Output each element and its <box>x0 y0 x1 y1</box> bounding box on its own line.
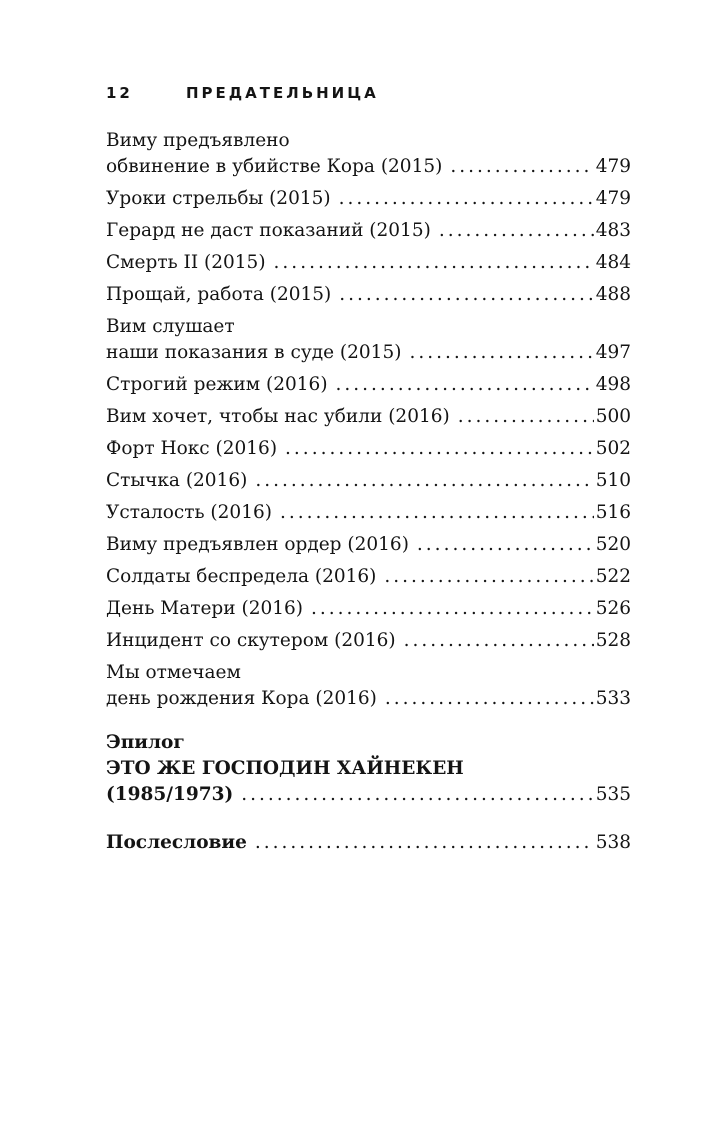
toc-entry <box>106 250 631 276</box>
toc-entry-page: 516 <box>595 502 631 523</box>
table-of-contents <box>106 128 631 862</box>
toc-entry-title: Инцидент со скутером (2016) <box>106 630 396 651</box>
epilogue-heading: ЭТО ЖЕ ГОСПОДИН ХАЙНЕКЕН <box>106 758 464 779</box>
toc-entry-title: Смерть II (2015) <box>106 252 266 273</box>
toc-entry <box>106 436 631 462</box>
toc-entry-title-line1: Мы отмечаем <box>106 662 241 683</box>
toc-entry-title: Форт Нокс (2016) <box>106 438 278 459</box>
dot-leader <box>450 154 593 180</box>
toc-entry-page: 479 <box>595 188 631 209</box>
toc-entry-title: Герард не даст показаний (2015) <box>106 220 431 241</box>
toc-entry <box>106 660 631 712</box>
toc-entry-title: наши показания в суде (2015) <box>106 342 402 363</box>
dot-leader <box>274 250 594 276</box>
toc-entry-title: День Матери (2016) <box>106 598 303 619</box>
toc-entry <box>106 314 631 366</box>
toc-entry-page: 488 <box>595 284 631 305</box>
toc-entry-title: Вим хочет, чтобы нас убили (2016) <box>106 406 450 427</box>
toc-entry-page: 500 <box>595 406 631 427</box>
toc-entry-title: Солдаты беспредела (2016) <box>106 566 377 587</box>
toc-entry-page: 520 <box>595 534 631 555</box>
dot-leader <box>417 532 594 558</box>
toc-entry-title: день рождения Кора (2016) <box>106 688 377 709</box>
toc-entry <box>106 500 631 526</box>
dot-leader <box>311 596 594 622</box>
toc-entry-title: Уроки стрельбы (2015) <box>106 188 331 209</box>
toc-entry-page: 479 <box>595 156 631 177</box>
toc-entry-title: Прощай, работа (2015) <box>106 284 332 305</box>
page-number: 12 <box>106 84 133 102</box>
toc-entry-page: 538 <box>595 832 631 853</box>
dot-leader <box>336 372 594 398</box>
toc-entry-page: 533 <box>595 688 631 709</box>
toc-entry-title: Строгий режим (2016) <box>106 374 328 395</box>
toc-entry <box>106 372 631 398</box>
dot-leader <box>339 282 593 308</box>
dot-leader <box>255 830 594 856</box>
dot-leader <box>241 782 593 808</box>
toc-entry <box>106 564 631 590</box>
toc-entry-title-line1: Виму предъявлено <box>106 130 290 151</box>
toc-entry <box>106 186 631 212</box>
toc-entry <box>106 282 631 308</box>
toc-entry-epilogue <box>106 730 631 808</box>
dot-leader <box>458 404 594 430</box>
dot-leader <box>255 468 593 494</box>
toc-entry-page: 484 <box>595 252 631 273</box>
toc-entry-page: 502 <box>595 438 631 459</box>
toc-entry-title: Усталость (2016) <box>106 502 272 523</box>
toc-entry-title: Стычка (2016) <box>106 470 248 491</box>
toc-entry-page: 522 <box>595 566 631 587</box>
toc-entry-title: (1985/1973) <box>106 784 234 805</box>
toc-entry-page: 528 <box>595 630 631 651</box>
dot-leader <box>285 436 594 462</box>
toc-entry-title: обвинение в убийстве Кора (2015) <box>106 156 443 177</box>
toc-entry <box>106 596 631 622</box>
epilogue-label: Эпилог <box>106 732 185 753</box>
toc-entry-title: Послесловие <box>106 832 247 853</box>
toc-entry-page: 497 <box>595 342 631 363</box>
dot-leader <box>280 500 594 526</box>
toc-entry <box>106 218 631 244</box>
dot-leader <box>385 686 594 712</box>
toc-entry-page: 498 <box>595 374 631 395</box>
toc-entry-page: 535 <box>595 784 631 805</box>
dot-leader <box>404 628 594 654</box>
dot-leader <box>339 186 594 212</box>
dot-leader <box>384 564 593 590</box>
toc-entry-page: 510 <box>595 470 631 491</box>
toc-entry <box>106 628 631 654</box>
toc-entry-title: Виму предъявлен ордер (2016) <box>106 534 409 555</box>
running-title: ПРЕДАТЕЛЬНИЦА <box>186 84 379 102</box>
toc-entry <box>106 128 631 180</box>
dot-leader <box>409 340 593 366</box>
toc-entry <box>106 532 631 558</box>
toc-entry-title-line1: Вим слушает <box>106 316 235 337</box>
toc-entry <box>106 468 631 494</box>
toc-entry <box>106 404 631 430</box>
toc-entry-page: 483 <box>595 220 631 241</box>
running-head <box>106 84 626 106</box>
toc-entry-afterword <box>106 830 631 856</box>
toc-entry-page: 526 <box>595 598 631 619</box>
dot-leader <box>439 218 594 244</box>
